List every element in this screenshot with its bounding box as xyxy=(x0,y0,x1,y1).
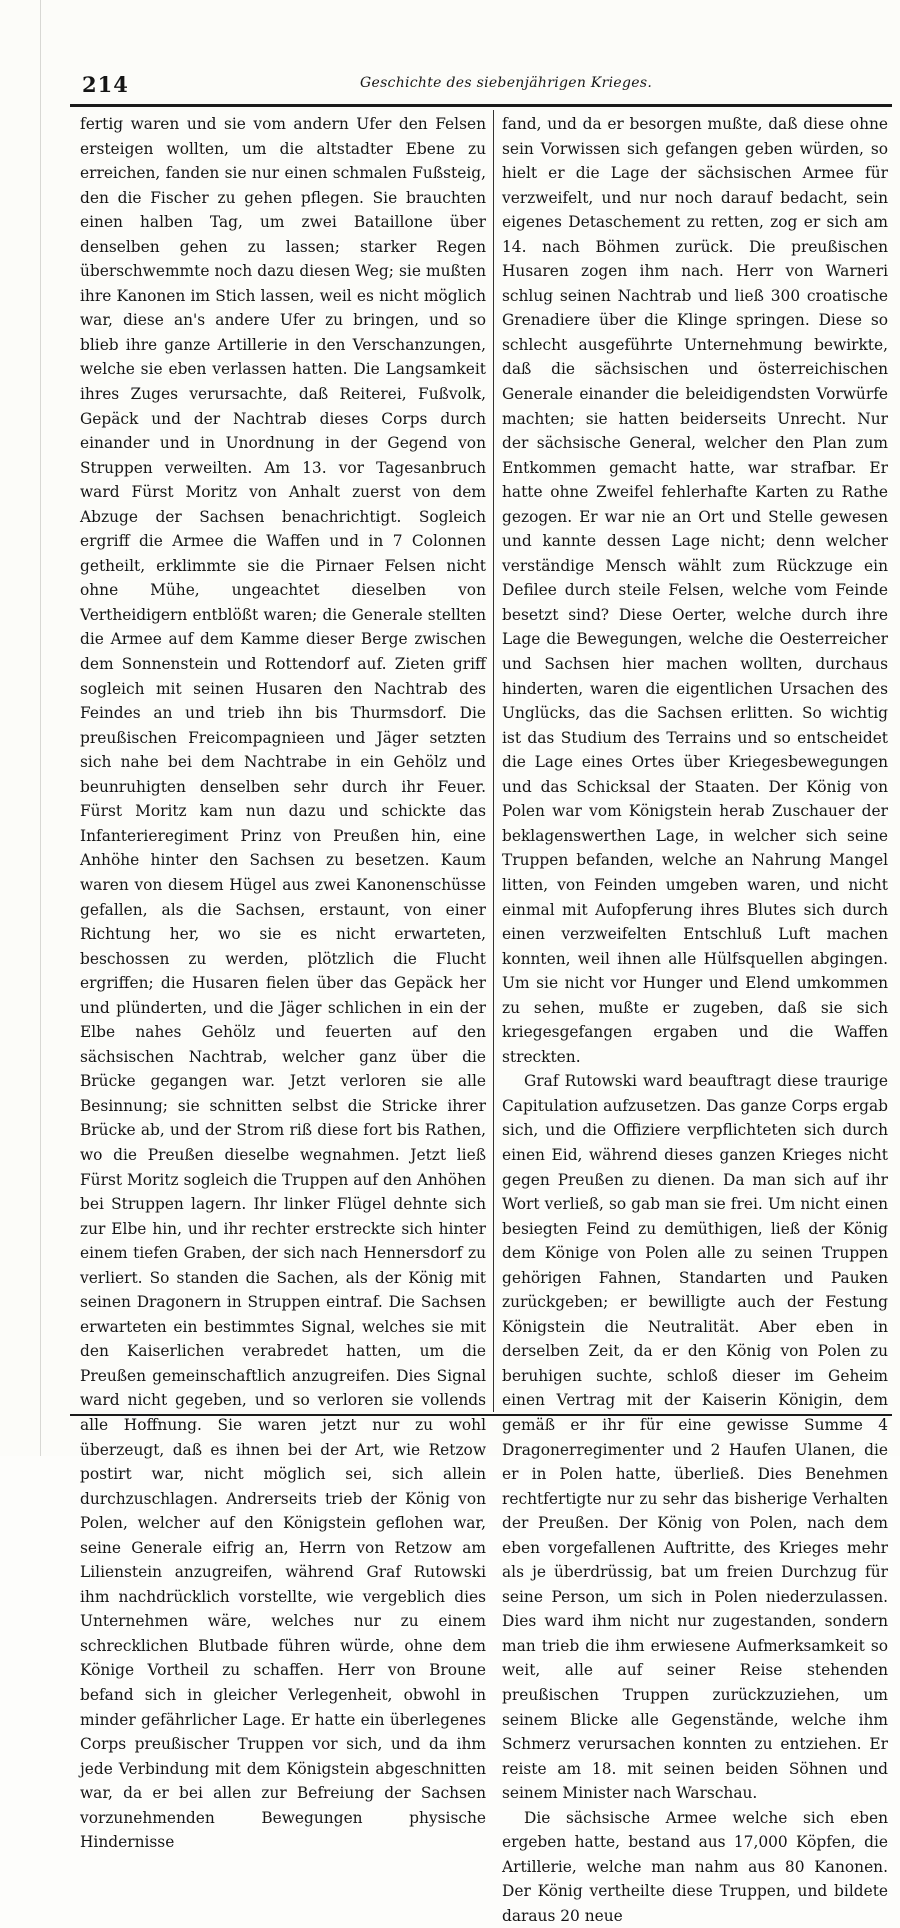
header-rule xyxy=(70,104,892,107)
footer-rule xyxy=(70,1414,892,1416)
left-column xyxy=(80,112,486,1852)
right-column xyxy=(502,112,888,1925)
left-paragraph-1: fertig waren und sie vom andern Ufer den Felsen ersteigen wollten, um die altstadter Ebene zu erreichen, fanden sie nur einen schmalen Fußsteig, den die Fischer zu gehen pflegen. Sie brauchten einen halben Tag, um zwei Bataillone über denselben gehen zu lassen; starker Regen überschwemmte noch dazu diesen Weg; sie mußten ihre Kanonen im Stich lassen, weil es nicht möglich war, diese an's andere Ufer zu bringen, und so blieb ihre ganze Artillerie in den Verschanzungen, welche sie eben verlassen hatten. Die Langsamkeit ihres Zuges verursachte, daß Reiterei, Fußvolk, Gepäck und der Nachtrab dieses Corps durch einander und in Unordnung in der Gegend von Struppen verweilten. Am 13. vor Tagesanbruch ward Fürst Moritz von Anhalt zuerst von dem Abzuge der Sachsen benachrichtigt. Sogleich ergriff die Armee die Waffen und in 7 Colonnen getheilt, erklimmte sie die Pirnaer Felsen nicht ohne Mühe, ungeachtet dieselben von Vertheidigern entblößt waren; die Generale stellten die Armee auf dem Kamme dieser Berge zwischen dem Sonnenstein und Rottendorf auf. Zieten griff sogleich mit seinen Husaren den Nachtrab des Feindes an und trieb ihn bis Thurmsdorf. Die preußischen Freicompagnieen und Jäger setzten sich nahe bei dem Nachtrabe in ein Gehölz und beunruhigten denselben sehr durch ihr Feuer. Fürst Moritz kam nun dazu und schickte das Infanterieregiment Prinz von Preußen hin, eine Anhöhe hinter den Sachsen zu besetzen. Kaum waren von diesem Hügel aus zwei Kanonenschüsse gefallen, als die Sachsen, erstaunt, von einer Richtung her, wo sie es nicht erwarteten, beschossen zu werden, plötzlich die Flucht ergriffen; die Husaren fielen über das Gepäck her und plünderten, und die Jäger schlichen in ein der Elbe nahes Gehölz und feuerten auf den sächsischen Nachtrab, welcher ganz über die Brücke gegangen war. Jetzt verloren sie alle Besinnung; sie schnitten selbst die Stricke ihrer Brücke ab, und der Strom riß diese fort bis Rathen, wo die Preußen dieselbe wegnahmen. Jetzt ließ Fürst Moritz sogleich die Truppen auf den Anhöhen bei Struppen lagern. Ihr linker Flügel dehnte sich zur Elbe hin, und ihr rechter erstreckte sich hinter einem tiefen Graben, der sich nach Hennersdorf zu verliert. So standen die Sachen, als der König mit seinen Dragonern in Struppen eintraf. Die Sachsen erwarteten ein bestimmtes Signal, welches sie mit den Kaiserlichen verabredet hatten, um die Preußen gemeinschaftlich anzugreifen. Dies Signal ward nicht gegeben, und so verloren sie vollends alle Hoffnung. Sie waren jetzt nur zu wohl überzeugt, daß es ihnen bei der Art, wie Retzow postirt war, nicht möglich sei, sich allein durchzuschlagen. Andrerseits trieb der König von Polen, welcher auf den Königstein geflohen war, seine Generale eifrig an, Herrn von Retzow am Lilienstein anzugreifen, während Graf Rutowski ihm nachdrücklich vorstellte, wie vergeblich dies Unternehmen wäre, welches nur zu einem schrecklichen Blutbade führen würde, ohne dem Könige Vortheil zu schaffen. Herr von Broune befand sich in gleicher Verlegenheit, obwohl in minder gefährlicher Lage. Er hatte ein überlegenes Corps preußischer Truppen vor sich, und da ihm jede Verbindung mit dem Königstein abgeschnitten war, da er bei allen zur Befreiung der Sachsen vorzunehmenden Bewegungen physische Hindernisse xyxy=(80,115,486,1852)
right-paragraph-2: Graf Rutowski ward beauftragt diese traurige Capitulation aufzusetzen. Das ganze Corps ergab sich, und die Offiziere verpflichteten sich durch einen Eid, während dieses ganzen Krieges nicht gegen Preußen zu dienen. Da man sich auf ihr Wort verließ, so gab man sie frei. Um nicht einen besiegten Feind zu demüthigen, ließ der König dem Könige von Polen alle zu seinen Truppen gehörigen Fahnen, Standarten und Pauken zurückgeben; er bewilligte auch der Festung Königstein die Neutralität. Aber eben in derselben Zeit, da er den König von Polen zu beruhigen suchte, schloß dieser im Geheim einen Vertrag mit der Kaiserin Königin, dem gemäß er ihr für eine gewisse Summe 4 Dragonerregimenter und 2 Haufen Ulanen, die er in Polen hatte, überließ. Dies Benehmen rechtfertigte nur zu sehr das bisherige Verhalten der Preußen. Der König von Polen, nach dem eben vorgefallenen Auftritte, des Krieges mehr als je überdrüssig, bat um freien Durchzug für seine Person, um sich in Polen niederzulassen. Dies ward ihm nicht nur zugestanden, sondern man trieb die ihm erwiesene Aufmerksamkeit so weit, alle auf seiner Reise stehenden preußischen Truppen zurückzuziehen, um seinem Blicke alle Gegenstände, welche ihm Schmerz verursachen konnten zu entziehen. Er reiste am 18. mit seinen beiden Söhnen und seinem Minister nach Warschau. xyxy=(502,1072,888,1803)
right-paragraph-1: fand, und da er besorgen mußte, daß diese ohne sein Vorwissen sich gefangen geben würden, so hielt er die Lage der sächsischen Armee für verzweifelt, und nur noch darauf bedacht, sein eigenes Detaschement zu retten, zog er sich am 14. nach Böhmen zurück. Die preußischen Husaren zogen ihm nach. Herr von Warneri schlug seinen Nachtrab und ließ 300 croatische Grenadiere über die Klinge springen. Diese so schlecht ausgeführte Unternehmung bewirkte, daß die sächsischen und österreichischen Generale einander die beleidigendsten Vorwürfe machten; sie hatten beiderseits Unrecht. Nur der sächsische General, welcher den Plan zum Entkommen gemacht hatte, war strafbar. Er hatte ohne Zweifel fehlerhafte Karten zu Rathe gezogen. Er war nie an Ort und Stelle gewesen und kannte dessen Lage nicht; denn welcher verständige Mensch wählt zum Rückzuge ein Defilee durch steile Felsen, welche vom Feinde besetzt sind? Diese Oerter, welche durch ihre Lage die Bewegungen, welche die Oesterreicher und Sachsen hier machen wollten, durchaus hinderten, waren die eigentlichen Ursachen des Unglücks, das die Sachsen erlitten. So wichtig ist das Studium des Terrains und so entscheidet die Lage eines Ortes über Kriegesbewegungen und das Schicksal der Staaten. Der König von Polen war vom Königstein herab Zuschauer der beklagenswerthen Lage, in welcher sich seine Truppen befanden, welche an Nahrung Mangel litten, von Feinden umgeben waren, und nicht einmal mit Aufopferung ihres Blutes sich durch einen verzweifelten Entschluß Luft machen konnten, weil ihnen alle Hülfsquellen abgingen. Um sie nicht vor Hunger und Elend umkommen zu sehen, mußte er zugeben, daß sie sich kriegesgefangen ergaben und die Waffen streckten. xyxy=(502,115,888,1066)
right-paragraph-3: Die sächsische Armee welche sich eben ergeben hatte, bestand aus 17,000 Köpfen, die Artillerie, welche man nahm aus 80 Kanonen. Der König vertheilte diese Truppen, und bildete daraus 20 neue xyxy=(502,1808,888,1925)
page-header xyxy=(70,66,890,102)
page-number: 214 xyxy=(82,72,129,97)
column-divider xyxy=(493,110,494,1412)
running-title: Geschichte des siebenjährigen Krieges. xyxy=(360,75,653,91)
scan-margin-line xyxy=(40,0,41,1456)
